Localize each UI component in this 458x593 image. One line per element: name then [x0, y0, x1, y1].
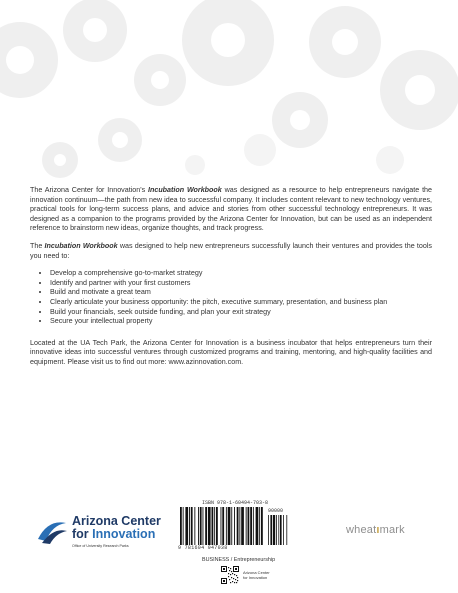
list-item: • Identify and partner with your first customers — [50, 279, 432, 289]
closing-paragraph: Located at the UA Tech Park, the Arizona Center for Innovation is a business incubator that helps entrepreneurs turn their innovative ideas into successful ventures through customized programs and training, mentoring, and high-quality facilities and equipment. Please visit us to find out more: www.azinnovation.com. — [30, 338, 432, 366]
isbn-barcode — [176, 500, 289, 552]
qr-caption: Arizona Center for Innovation — [243, 570, 270, 580]
workbook-title: Incubation Workbook — [44, 241, 118, 250]
category-label: BUSINESS / Entrepreneurship — [202, 557, 276, 563]
list-item: • Clearly articulate your business opportunity: the pitch, executive summary, presentation, and business plan — [50, 298, 432, 308]
gears-background — [0, 0, 458, 180]
arizona-center-logo: Arizona Center for Innovation Office of University Research Parks — [36, 515, 156, 555]
logo-innovation: Innovation — [92, 527, 156, 541]
list-item: • Secure your intellectual property — [50, 317, 432, 327]
logo-line-1: Arizona Center — [72, 514, 161, 528]
logo-subtitle: Office of University Research Parks — [72, 544, 129, 548]
workbook-title: Incubation Workbook — [148, 186, 222, 194]
price-code: 90000 — [268, 508, 284, 514]
qr-code — [221, 566, 239, 584]
tools-list — [30, 269, 432, 327]
purpose-paragraph: The Incubation Workbook was designed to help new entrepreneurs successfully launch their ventures and provides the tools you need to: — [30, 241, 432, 260]
back-cover-text — [30, 186, 432, 376]
intro-paragraph: The Arizona Center for Innovation's Incubation Workbook was designed as a resource to help entrepreneurs navigate the innovation continuum—the path from new idea to successful company. It includes content relevant to new technology ventures, practical tools for long-term success plans, and advice and stories from other successful technology entrepreneurs. It was designed as a companion to the programs provided by the Arizona Center for Innovation, but can be used as an independent reference to brainstorm new ideas, organize thoughts, and track progress. — [30, 186, 432, 233]
arizona-star-icon — [36, 517, 68, 545]
wheatmark-logo: wheatımark — [346, 524, 405, 536]
wheat-tick-icon: ı — [376, 524, 380, 536]
list-item: • Build your financials, seek outside funding, and plan your exit strategy — [50, 308, 432, 318]
list-item: • Build and motivate a great team — [50, 288, 432, 298]
list-item: • Develop a comprehensive go-to-market strategy — [50, 269, 432, 279]
ean-number: 9 781604 947038 — [178, 545, 228, 551]
isbn-number: ISBN 978-1-60494-703-8 — [202, 500, 269, 506]
